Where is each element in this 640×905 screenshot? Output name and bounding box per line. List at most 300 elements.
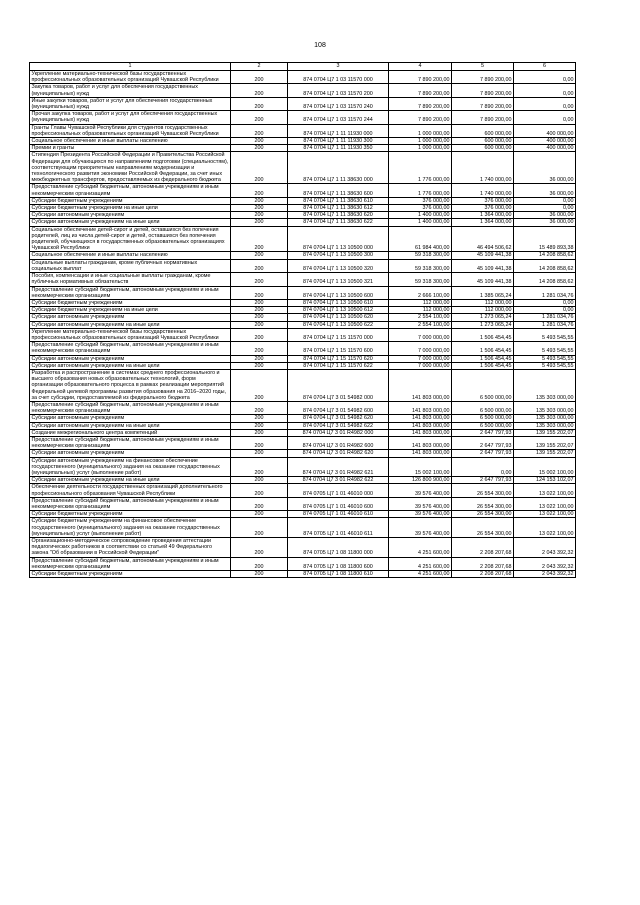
row-admin-code: 200 [231,401,288,414]
row-name: Предоставление субсидий бюджетным, автономным учреждениям и иным некоммерческим организациям [30,342,231,355]
table-row [30,205,576,212]
row-unexecuted: 2 043 392,32 [514,538,576,558]
row-name: Субсидии бюджетным учреждениям на финансовое обеспечение государственного (муниципального) задания на оказание государственных (муниципальных) услуг (выполнение работ) [30,518,231,538]
row-admin-code: 200 [231,450,288,457]
row-budget-code: 874 0704 Ц7 1 11 38630 620 [288,212,389,219]
row-budget-code: 874 0704 Ц7 1 03 11570 240 [288,97,389,110]
row-approved: 39 576 400,00 [389,484,452,497]
row-unexecuted: 5 493 545,55 [514,355,576,362]
row-executed: 2 208 207,68 [452,571,514,578]
table-row [30,415,576,422]
row-approved: 112 000,00 [389,299,452,306]
row-name: Социальное обеспечение и иные выплаты населению [30,138,231,145]
row-executed: 1 385 065,24 [452,286,514,299]
row-unexecuted: 0,00 [514,111,576,124]
table-row [30,111,576,124]
row-budget-code: 874 0704 Ц7 1 11 38630 600 [288,184,389,197]
row-budget-code: 874 0704 Ц7 1 03 11570 200 [288,84,389,97]
row-executed: 6 500 000,00 [452,369,514,401]
row-unexecuted: 2 043 392,32 [514,571,576,578]
row-admin-code: 200 [231,328,288,341]
row-approved: 1 000 000,00 [389,145,452,152]
row-approved: 141 803 000,00 [389,401,452,414]
row-executed: 26 554 300,00 [452,497,514,510]
row-executed: 7 890 200,00 [452,71,514,84]
row-approved: 4 251 600,00 [389,557,452,570]
row-name: Субсидии автономным учреждениям [30,415,231,422]
row-admin-code: 200 [231,299,288,306]
row-unexecuted: 15 002 100,00 [514,457,576,477]
table-row [30,511,576,518]
row-unexecuted: 0,00 [514,197,576,204]
row-approved: 7 000 000,00 [389,355,452,362]
row-budget-code: 874 0704 Ц7 1 15 11570 600 [288,342,389,355]
row-admin-code: 200 [231,138,288,145]
row-admin-code: 200 [231,422,288,429]
row-unexecuted: 2 043 392,32 [514,557,576,570]
row-admin-code: 200 [231,252,288,259]
row-unexecuted: 0,00 [514,299,576,306]
table-row [30,436,576,449]
row-budget-code: 874 0705 Ц7 1 08 11800 610 [288,571,389,578]
row-budget-code: 874 0704 Ц7 3 01 R4982 621 [288,457,389,477]
row-approved: 59 318 300,00 [389,252,452,259]
row-admin-code: 200 [231,152,288,184]
row-budget-code: 874 0704 Ц7 1 13 10500 300 [288,252,389,259]
row-executed: 112 000,00 [452,299,514,306]
row-name: Субсидии автономным учреждениям на иные цели [30,477,231,484]
table-row [30,212,576,219]
row-approved: 376 000,00 [389,197,452,204]
row-executed: 0,00 [452,457,514,477]
row-budget-code: 874 0704 Ц7 1 11 38630 622 [288,219,389,226]
row-budget-code: 874 0704 Ц7 3 01 R4982 620 [288,450,389,457]
row-approved: 7 890 200,00 [389,84,452,97]
table-row [30,219,576,226]
row-executed: 112 000,00 [452,307,514,314]
row-admin-code: 200 [231,205,288,212]
row-executed: 600 000,00 [452,124,514,137]
header-col-3: 3 [288,63,389,71]
row-name: Субсидии бюджетным учреждениям на иные цели [30,205,231,212]
row-unexecuted: 14 208 858,62 [514,259,576,272]
table-row [30,518,576,538]
row-admin-code: 200 [231,571,288,578]
row-executed: 2 647 797,93 [452,429,514,436]
row-budget-code: 874 0704 Ц7 1 13 10500 321 [288,273,389,286]
table-row [30,457,576,477]
row-executed: 6 500 000,00 [452,401,514,414]
row-budget-code: 874 0704 Ц7 3 01 R4982 622 [288,477,389,484]
row-unexecuted: 135 303 000,00 [514,369,576,401]
row-approved: 2 554 100,00 [389,314,452,321]
row-name: Социальное обеспечение и иные выплаты населению [30,252,231,259]
row-budget-code: 874 0704 Ц7 1 11 11930 000 [288,124,389,137]
row-budget-code: 874 0704 Ц7 1 11 38630 612 [288,205,389,212]
row-name: Разработка и распространение в системах среднего профессионального и высшего образования новых образовательных технологий, форм организации образовательного процесса в рамках реализации мероприятий Федеральной целевой программы развития образования на 2016–2020 годы, за счет субсидии, предоставляемой из федерального бюджета [30,369,231,401]
row-executed: 26 554 300,00 [452,518,514,538]
row-executed: 1 364 000,00 [452,219,514,226]
row-admin-code: 200 [231,259,288,272]
row-name: Предоставление субсидий бюджетным, автономным учреждениям и иным некоммерческим организациям [30,184,231,197]
row-name: Субсидии бюджетным учреждениям [30,299,231,306]
row-unexecuted: 0,00 [514,84,576,97]
row-name: Субсидии автономным учреждениям на иные цели [30,321,231,328]
row-unexecuted: 0,00 [514,71,576,84]
table-row [30,152,576,184]
row-budget-code: 874 0704 Ц7 1 11 38630 610 [288,197,389,204]
row-budget-code: 874 0704 Ц7 1 15 11570 000 [288,328,389,341]
row-budget-code: 874 0704 Ц7 3 01 54982 622 [288,422,389,429]
row-budget-code: 874 0705 Ц7 1 08 11800 600 [288,557,389,570]
row-executed: 1 506 454,45 [452,355,514,362]
row-budget-code: 874 0704 Ц7 1 13 10500 000 [288,226,389,252]
row-name: Предоставление субсидий бюджетным, автономным учреждениям и иным некоммерческим организациям [30,286,231,299]
row-unexecuted: 135 303 000,00 [514,422,576,429]
row-admin-code: 200 [231,307,288,314]
row-name: Субсидии автономным учреждениям на финансовое обеспечение государственного (муниципального) задания на оказание государственных (муниципальных) услуг (выполнение работ) [30,457,231,477]
row-admin-code: 200 [231,124,288,137]
row-unexecuted: 36 000,00 [514,219,576,226]
row-admin-code: 200 [231,286,288,299]
table-row [30,538,576,558]
row-name: Гранты Главы Чувашской Республики для студентов государственных профессиональных образовательных организаций Чувашской Республики [30,124,231,137]
row-approved: 112 000,00 [389,307,452,314]
row-approved: 2 666 100,00 [389,286,452,299]
row-executed: 1 506 454,45 [452,362,514,369]
row-budget-code: 874 0704 Ц7 1 15 11570 622 [288,362,389,369]
row-admin-code: 200 [231,321,288,328]
row-unexecuted: 36 000,00 [514,212,576,219]
row-admin-code: 200 [231,314,288,321]
row-admin-code: 200 [231,484,288,497]
table-row [30,184,576,197]
row-approved: 7 890 200,00 [389,111,452,124]
row-unexecuted: 0,00 [514,205,576,212]
row-budget-code: 874 0704 Ц7 3 01 54982 000 [288,369,389,401]
table-row [30,252,576,259]
table-row [30,84,576,97]
table-row [30,299,576,306]
row-admin-code: 200 [231,369,288,401]
header-col-4: 4 [389,63,452,71]
row-admin-code: 200 [231,273,288,286]
row-name: Субсидии автономным учреждениям на иные цели [30,219,231,226]
row-executed: 2 208 207,68 [452,538,514,558]
row-admin-code: 200 [231,226,288,252]
row-name: Субсидии автономным учреждениям на иные цели [30,422,231,429]
row-unexecuted: 139 155 202,07 [514,436,576,449]
table-header-row [30,63,576,71]
row-executed: 2 208 207,68 [452,557,514,570]
row-budget-code: 874 0704 Ц7 3 01 54982 600 [288,401,389,414]
row-unexecuted: 139 155 202,07 [514,450,576,457]
row-unexecuted: 36 000,00 [514,152,576,184]
row-admin-code: 200 [231,219,288,226]
row-executed: 600 000,00 [452,138,514,145]
row-admin-code: 200 [231,415,288,422]
row-name: Прочая закупка товаров, работ и услуг для обеспечения государственных (муниципальных) нужд [30,111,231,124]
row-executed: 7 890 200,00 [452,111,514,124]
row-budget-code: 874 0705 Ц7 1 08 11800 000 [288,538,389,558]
row-unexecuted: 400 000,00 [514,145,576,152]
row-executed: 1 740 000,00 [452,152,514,184]
row-admin-code: 200 [231,355,288,362]
table-row [30,259,576,272]
row-executed: 26 554 300,00 [452,484,514,497]
row-unexecuted: 0,00 [514,97,576,110]
row-executed: 7 890 200,00 [452,84,514,97]
row-approved: 126 800 900,00 [389,477,452,484]
row-executed: 2 647 797,93 [452,477,514,484]
row-admin-code: 200 [231,511,288,518]
row-approved: 141 803 000,00 [389,436,452,449]
row-approved: 141 803 000,00 [389,422,452,429]
row-unexecuted: 13 022 100,00 [514,484,576,497]
row-approved: 1 000 000,00 [389,138,452,145]
row-name: Социальные выплаты гражданам, кроме публичных нормативных социальных выплат [30,259,231,272]
row-executed: 1 740 000,00 [452,184,514,197]
table-row [30,321,576,328]
row-budget-code: 874 0704 Ц7 3 01 R4982 600 [288,436,389,449]
row-admin-code: 200 [231,197,288,204]
table-row [30,355,576,362]
table-row [30,197,576,204]
row-approved: 1 400 000,00 [389,212,452,219]
row-unexecuted: 13 022 100,00 [514,497,576,510]
row-admin-code: 200 [231,342,288,355]
table-row [30,484,576,497]
row-admin-code: 200 [231,145,288,152]
row-admin-code: 200 [231,212,288,219]
row-budget-code: 874 0704 Ц7 1 13 10500 622 [288,321,389,328]
row-budget-code: 874 0704 Ц7 1 13 10500 600 [288,286,389,299]
row-budget-code: 874 0704 Ц7 1 03 11570 000 [288,71,389,84]
row-executed: 46 494 506,62 [452,226,514,252]
table-row [30,138,576,145]
row-name: Закупка товаров, работ и услуг для обеспечения государственных (муниципальных) нужд [30,84,231,97]
table-row [30,342,576,355]
row-approved: 39 576 400,00 [389,511,452,518]
row-approved: 4 251 600,00 [389,571,452,578]
row-approved: 376 000,00 [389,205,452,212]
row-name: Предоставление субсидий бюджетным, автономным учреждениям и иным некоммерческим организациям [30,557,231,570]
row-budget-code: 874 0705 Ц7 1 01 46010 600 [288,497,389,510]
row-approved: 141 803 000,00 [389,369,452,401]
row-name: Субсидии автономным учреждениям [30,355,231,362]
row-admin-code: 200 [231,111,288,124]
row-name: Субсидии бюджетным учреждениям [30,511,231,518]
table-row [30,450,576,457]
table-row [30,328,576,341]
row-name: Субсидии автономным учреждениям [30,314,231,321]
row-unexecuted: 5 493 545,55 [514,328,576,341]
row-approved: 15 002 100,00 [389,457,452,477]
row-approved: 7 000 000,00 [389,362,452,369]
row-admin-code: 200 [231,436,288,449]
row-budget-code: 874 0705 Ц7 1 01 46010 610 [288,511,389,518]
row-executed: 7 890 200,00 [452,97,514,110]
row-admin-code: 200 [231,184,288,197]
row-unexecuted: 14 208 858,62 [514,273,576,286]
row-name: Укрепление материально-технической базы государственных профессиональных образовательных организаций Чувашской Республики [30,328,231,341]
row-approved: 1 000 000,00 [389,124,452,137]
table-row [30,422,576,429]
row-executed: 1 273 065,24 [452,314,514,321]
row-admin-code: 200 [231,429,288,436]
row-admin-code: 200 [231,457,288,477]
row-admin-code: 200 [231,97,288,110]
table-row [30,401,576,414]
row-unexecuted: 1 281 034,76 [514,321,576,328]
row-executed: 45 109 441,38 [452,259,514,272]
row-unexecuted: 124 153 102,07 [514,477,576,484]
row-approved: 7 890 200,00 [389,97,452,110]
row-budget-code: 874 0704 Ц7 1 11 11930 300 [288,138,389,145]
row-budget-code: 874 0705 Ц7 1 01 46010 000 [288,484,389,497]
row-unexecuted: 135 303 000,00 [514,401,576,414]
row-executed: 376 000,00 [452,197,514,204]
row-budget-code: 874 0705 Ц7 1 01 46010 611 [288,518,389,538]
row-executed: 45 109 441,38 [452,252,514,259]
table-row [30,571,576,578]
row-approved: 2 554 100,00 [389,321,452,328]
row-approved: 1 776 000,00 [389,184,452,197]
row-name: Социальное обеспечение детей-сирот и детей, оставшихся без попечения родителей, лиц из числа детей-сирот и детей, оставшихся без попечения родителей, обучающихся в государственных образовательных организациях Чувашской Республики [30,226,231,252]
row-unexecuted: 5 493 545,55 [514,362,576,369]
row-approved: 141 803 000,00 [389,429,452,436]
row-admin-code: 200 [231,538,288,558]
table-row [30,97,576,110]
row-budget-code: 874 0704 Ц7 1 15 11570 620 [288,355,389,362]
row-name: Предоставление субсидий бюджетным, автономным учреждениям и иным некоммерческим организациям [30,436,231,449]
table-row [30,286,576,299]
header-col-5: 5 [452,63,514,71]
row-approved: 141 803 000,00 [389,415,452,422]
row-budget-code: 874 0704 Ц7 1 11 11930 350 [288,145,389,152]
row-unexecuted: 400 000,00 [514,138,576,145]
row-name: Пособия, компенсации и иные социальные выплаты гражданам, кроме публичных нормативных обязательств [30,273,231,286]
row-unexecuted: 1 281 034,76 [514,286,576,299]
row-admin-code: 200 [231,518,288,538]
row-executed: 1 506 454,45 [452,342,514,355]
row-budget-code: 874 0704 Ц7 1 13 10500 320 [288,259,389,272]
row-name: Субсидии бюджетным учреждениям на иные цели [30,307,231,314]
table-row [30,226,576,252]
row-name: Субсидии автономным учреждениям на иные цели [30,362,231,369]
row-admin-code: 200 [231,477,288,484]
row-admin-code: 200 [231,71,288,84]
row-executed: 45 109 441,38 [452,273,514,286]
row-unexecuted: 135 303 000,00 [514,415,576,422]
table-row [30,124,576,137]
row-budget-code: 874 0704 Ц7 1 13 10500 620 [288,314,389,321]
row-executed: 26 554 300,00 [452,511,514,518]
row-name: Иные закупки товаров, работ и услуг для обеспечения государственных (муниципальных) нужд [30,97,231,110]
row-unexecuted: 13 022 100,00 [514,511,576,518]
table-row [30,273,576,286]
table-row [30,557,576,570]
row-name: Премии и гранты [30,145,231,152]
table-row [30,477,576,484]
table-row [30,307,576,314]
header-col-2: 2 [231,63,288,71]
row-executed: 6 500 000,00 [452,415,514,422]
table-row [30,497,576,510]
row-unexecuted: 14 208 858,62 [514,252,576,259]
header-col-6: 6 [514,63,576,71]
table-row [30,145,576,152]
row-name: Субсидии бюджетным учреждениям [30,197,231,204]
row-name: Субсидии автономным учреждениям [30,450,231,457]
row-budget-code: 874 0704 Ц7 1 13 10500 610 [288,299,389,306]
row-approved: 7 890 200,00 [389,71,452,84]
table-row [30,362,576,369]
row-budget-code: 874 0704 Ц7 1 03 11570 244 [288,111,389,124]
row-unexecuted: 0,00 [514,307,576,314]
row-unexecuted: 139 155 202,07 [514,429,576,436]
row-name: Обеспечение деятельности государственных организаций дополнительного профессионального образования Чувашской Республики [30,484,231,497]
row-approved: 7 000 000,00 [389,342,452,355]
row-budget-code: 874 0704 Ц7 3 01 54982 620 [288,415,389,422]
row-executed: 2 647 797,93 [452,450,514,457]
row-name: Предоставление субсидий бюджетным, автономным учреждениям и иным некоммерческим организациям [30,401,231,414]
row-budget-code: 874 0704 Ц7 3 01 R4982 000 [288,429,389,436]
row-admin-code: 200 [231,84,288,97]
row-unexecuted: 1 281 034,76 [514,314,576,321]
table-row [30,369,576,401]
row-name: Создание межрегионального центра компетенций [30,429,231,436]
row-executed: 600 000,00 [452,145,514,152]
row-admin-code: 200 [231,362,288,369]
header-col-1: 1 [30,63,231,71]
row-executed: 1 273 065,24 [452,321,514,328]
row-unexecuted: 15 489 893,38 [514,226,576,252]
table-row [30,71,576,84]
row-approved: 1 400 000,00 [389,219,452,226]
row-unexecuted: 13 022 100,00 [514,518,576,538]
row-admin-code: 200 [231,497,288,510]
row-name: Укрепление материально-технической базы государственных профессиональных образовательных организаций Чувашской Республики [30,71,231,84]
row-approved: 39 576 400,00 [389,497,452,510]
row-name: Субсидии автономным учреждениям [30,212,231,219]
row-name: Стипендия Президента Российской Федерации и Правительства Российской Федерации для обучающихся по направлениям подготовки (специальностям), соответствующим приоритетным направлениям модернизации и технологического развития экономики Российской Федерации, за счет иных межбюджетных трансфертов, предоставляемых из федерального бюджета [30,152,231,184]
row-name: Субсидии бюджетным учреждениям [30,571,231,578]
row-unexecuted: 5 493 545,55 [514,342,576,355]
row-name: Предоставление субсидий бюджетным, автономным учреждениям и иным некоммерческим организациям [30,497,231,510]
page-number: 108 [314,42,326,49]
row-approved: 39 576 400,00 [389,518,452,538]
row-approved: 141 803 000,00 [389,450,452,457]
row-unexecuted: 36 000,00 [514,184,576,197]
row-executed: 6 500 000,00 [452,422,514,429]
row-approved: 59 318 300,00 [389,259,452,272]
row-name: Организационно-методическое сопровождение проведения аттестации педагогических работников в соответствии со статьей 49 Федерального закона "Об образовании в Российской Федерации" [30,538,231,558]
row-budget-code: 874 0704 Ц7 1 11 38630 000 [288,152,389,184]
row-executed: 376 000,00 [452,205,514,212]
row-approved: 61 984 400,00 [389,226,452,252]
budget-table [29,62,576,578]
row-budget-code: 874 0704 Ц7 1 13 10500 612 [288,307,389,314]
row-approved: 7 000 000,00 [389,328,452,341]
row-approved: 4 251 600,00 [389,538,452,558]
row-executed: 1 506 454,45 [452,328,514,341]
row-unexecuted: 400 000,00 [514,124,576,137]
row-admin-code: 200 [231,557,288,570]
row-executed: 1 364 000,00 [452,212,514,219]
row-executed: 2 647 797,93 [452,436,514,449]
table-row [30,314,576,321]
